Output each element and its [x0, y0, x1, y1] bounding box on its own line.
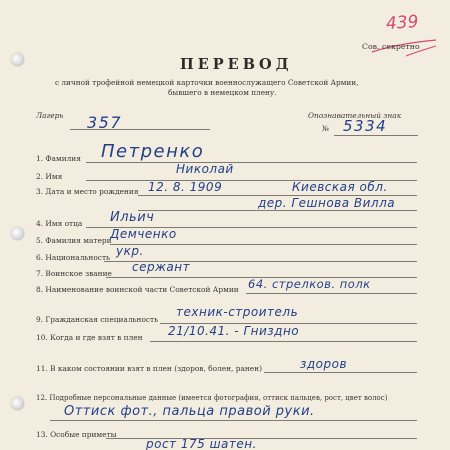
identity-tag-prefix: №	[322, 124, 329, 133]
field-surname-value: Петренко	[101, 141, 205, 162]
field-capture-underline	[150, 341, 417, 342]
field-birth-underline-2	[138, 210, 417, 211]
identity-tag-underline	[334, 135, 418, 136]
field-birth-date: 12. 8. 1909	[148, 180, 223, 194]
field-birth-label: 3. Дата и место рождения	[36, 187, 139, 196]
camp-label: Лагерь	[36, 111, 64, 120]
binder-hole-top	[11, 53, 24, 66]
document-title: ПЕРЕВОД	[180, 56, 293, 73]
field-father-name-value: Ильич	[110, 210, 155, 225]
field-capture-value: 21/10.41. - Гниздно	[168, 324, 300, 338]
binder-hole-bottom	[11, 397, 24, 410]
document-subtitle-line-2: бывшего в немецком плену.	[168, 88, 277, 97]
field-rank-value: сержант	[132, 260, 191, 274]
field-civil-profession-label: 9. Гражданская специальность	[36, 315, 159, 324]
field-mother-surname-label: 5. Фамилия матери	[36, 236, 112, 245]
field-mother-surname-underline	[110, 244, 417, 245]
document-subtitle-line-1: с личной трофейной немецкой карточки военнослужащего Советской Армии,	[55, 78, 359, 87]
binder-hole-middle	[11, 227, 24, 240]
field-personal-data-value: Оттиск фот., пальца правой руки.	[64, 404, 315, 419]
field-birth-region: Киевская обл.	[292, 180, 388, 194]
field-personal-data-underline	[50, 420, 417, 421]
field-surname-underline	[86, 162, 417, 163]
field-rank-label: 7. Воинское звание	[36, 269, 112, 278]
identity-tag-label: Опознавательный знак	[308, 111, 402, 120]
field-condition-label: 11. В каком состоянии взят в плен (здоров, болен, ранен)	[36, 364, 262, 373]
field-capture-label: 10. Когда и где взят в плен	[36, 333, 143, 342]
identity-tag-value: 5334	[343, 117, 388, 135]
field-birth-village: дер. Гешнова Вилла	[258, 196, 396, 210]
field-father-name-label: 4. Имя отца	[36, 219, 83, 228]
field-surname-label: 1. Фамилия	[36, 154, 81, 163]
field-nationality-label: 6. Национальность	[36, 253, 111, 262]
field-civil-profession-value: техник-строитель	[176, 305, 299, 319]
field-military-unit-label: 8. Наименование воинской части Советской Армии	[36, 285, 239, 294]
field-nationality-value: укр.	[116, 244, 144, 258]
archive-number: 439	[385, 11, 420, 35]
field-personal-data-label: 12. Подробные персональные данные (имеется фотография, оттиск пальцев, рост, цвет волос)	[36, 394, 388, 402]
classification-label: Сов. секретно	[362, 42, 420, 51]
field-condition-underline	[264, 372, 417, 373]
camp-value: 357	[87, 113, 123, 132]
field-military-unit-value: 64. стрелков. полк	[248, 277, 371, 291]
field-military-unit-underline	[246, 293, 417, 294]
field-first-name-label: 2. Имя	[36, 172, 63, 181]
field-special-marks-label: 13. Особые приметы	[36, 430, 117, 439]
field-mother-surname-value: Демченко	[110, 227, 177, 241]
field-special-marks-value: рост 175 шатен.	[146, 437, 257, 450]
field-condition-value: здоров	[300, 357, 348, 371]
field-first-name-value: Николай	[176, 162, 234, 176]
